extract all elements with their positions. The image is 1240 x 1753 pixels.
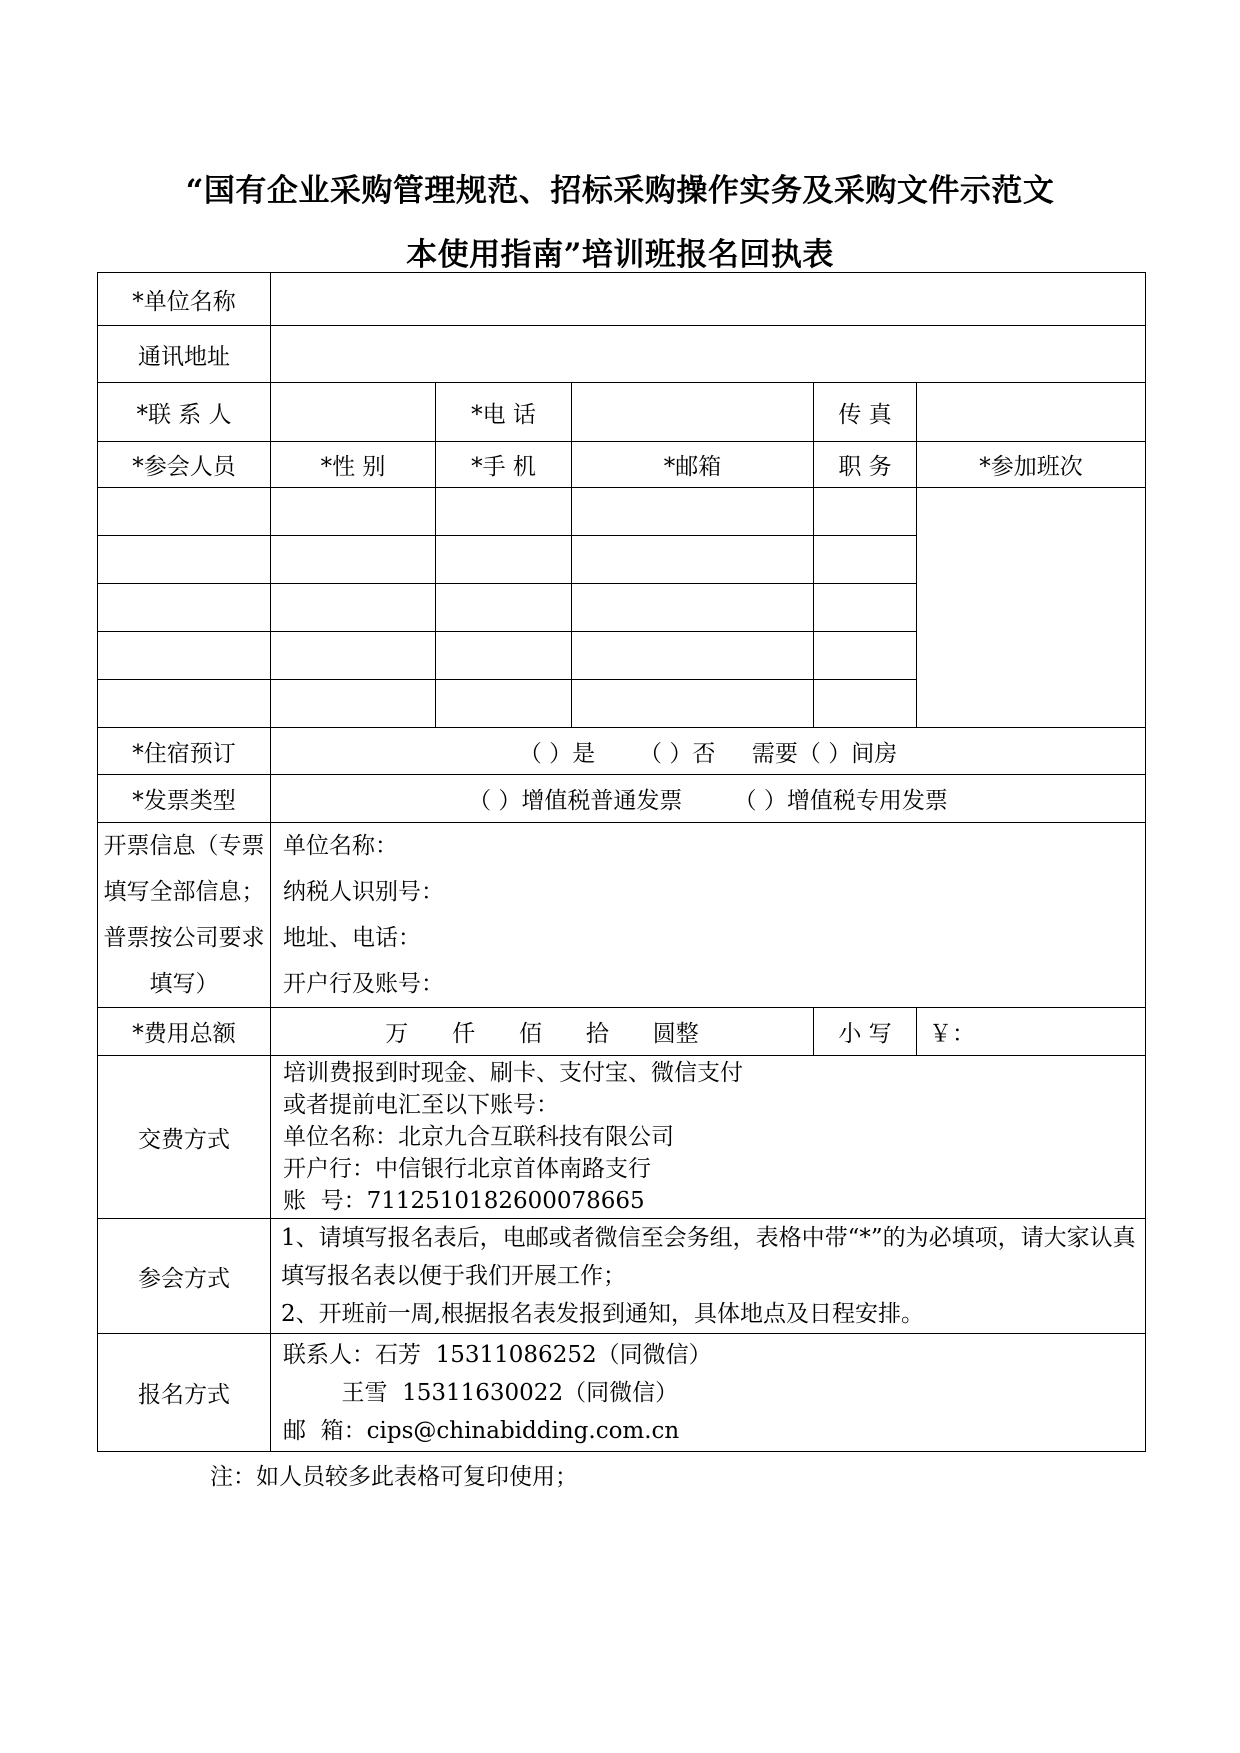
- payment-line: 培训费报到时现金、刷卡、支付宝、微信支付: [283, 1060, 743, 1086]
- attend-method-line: 1、请填写报名表后，电邮或者微信至会务组，表格中带“*”的为必填项，请大家认真填写报名表以便于我们开展工作；: [281, 1225, 1136, 1289]
- attendee-header-gender: *性 别: [271, 442, 436, 488]
- register-method-details: [271, 1334, 1146, 1452]
- attendee-cell[interactable]: [271, 680, 436, 728]
- address-field[interactable]: [271, 326, 1146, 383]
- attendee-cell[interactable]: [814, 584, 917, 632]
- invoice-info-field[interactable]: [271, 823, 1146, 1008]
- lodging-label: *住宿预订: [98, 728, 271, 775]
- attendee-header-name: *参会人员: [98, 442, 271, 488]
- attendee-header-session: *参加班次: [917, 442, 1146, 488]
- payment-line: 开户行：中信银行北京首体南路支行: [283, 1156, 651, 1182]
- attendee-cell[interactable]: [436, 536, 572, 584]
- attendee-header-mobile: *手 机: [436, 442, 572, 488]
- attend-method-details: [271, 1219, 1146, 1334]
- attendee-cell[interactable]: [436, 680, 572, 728]
- attend-method-line: 2、开班前一周,根据报名表发报到通知，具体地点及日程安排。: [281, 1301, 924, 1327]
- fee-label: *费用总额: [98, 1008, 271, 1056]
- attendee-cell[interactable]: [814, 536, 917, 584]
- phone-field[interactable]: [572, 383, 814, 442]
- invoice-type-label: *发票类型: [98, 775, 271, 823]
- attendee-cell[interactable]: [572, 536, 814, 584]
- payment-label: 交费方式: [98, 1056, 271, 1219]
- invoice-bank-account-line: 开户行及账号：: [283, 971, 444, 997]
- attendee-cell[interactable]: [814, 680, 917, 728]
- attendee-cell[interactable]: [271, 584, 436, 632]
- attendee-cell[interactable]: [98, 536, 271, 584]
- attendee-cell[interactable]: [572, 584, 814, 632]
- payment-line: 或者提前电汇至以下账号：: [283, 1092, 559, 1118]
- attendee-cell[interactable]: [98, 584, 271, 632]
- invoice-type-options[interactable]: （ ）增值税普通发票 （ ）增值税专用发票: [271, 775, 1146, 823]
- invoice-unit-name-line: 单位名称：: [283, 833, 398, 859]
- attendee-cell[interactable]: [572, 488, 814, 536]
- fax-field[interactable]: [917, 383, 1146, 442]
- attendee-cell[interactable]: [572, 632, 814, 680]
- attend-method-label: 参会方式: [98, 1219, 271, 1334]
- register-email-line: 邮 箱：cips@chinabidding.com.cn: [283, 1417, 680, 1444]
- address-label: 通讯地址: [98, 326, 271, 383]
- attendee-cell[interactable]: [436, 584, 572, 632]
- contact-field[interactable]: [271, 383, 436, 442]
- attendee-cell[interactable]: [436, 632, 572, 680]
- unit-name-field[interactable]: [271, 273, 1146, 326]
- session-field[interactable]: [917, 488, 1146, 728]
- fee-small-label: 小 写: [814, 1008, 917, 1056]
- phone-label: *电 话: [436, 383, 572, 442]
- registration-form-table: [97, 272, 1146, 1452]
- register-method-label: 报名方式: [98, 1334, 271, 1452]
- payment-details: [271, 1056, 1146, 1219]
- register-contact-line: 联系人：石芳 15311086252（同微信）: [283, 1341, 712, 1368]
- attendee-cell[interactable]: [814, 632, 917, 680]
- attendee-header-position: 职 务: [814, 442, 917, 488]
- attendee-cell[interactable]: [271, 536, 436, 584]
- register-contact-line: 王雪 15311630022（同微信）: [283, 1379, 679, 1406]
- form-title-line-1: “国有企业采购管理规范、招标采购操作实务及采购文件示范文: [185, 173, 1055, 209]
- contact-label: *联 系 人: [98, 383, 271, 442]
- attendee-cell[interactable]: [814, 488, 917, 536]
- attendee-cell[interactable]: [98, 488, 271, 536]
- fax-label: 传 真: [814, 383, 917, 442]
- attendee-cell[interactable]: [271, 488, 436, 536]
- invoice-tax-id-line: 纳税人识别号：: [283, 879, 444, 905]
- payment-line: 单位名称：北京九合互联科技有限公司: [283, 1124, 674, 1150]
- invoice-address-phone-line: 地址、电话：: [283, 925, 421, 951]
- attendee-header-email: *邮箱: [572, 442, 814, 488]
- payment-line: 账 号：7112510182600078665: [283, 1188, 645, 1214]
- attendee-cell[interactable]: [98, 632, 271, 680]
- unit-name-label: *单位名称: [98, 273, 271, 326]
- attendee-cell[interactable]: [98, 680, 271, 728]
- form-title-line-2: 本使用指南”培训班报名回执表: [406, 237, 834, 273]
- lodging-options[interactable]: （ ）是 （ ）否 需要（ ）间房: [271, 728, 1146, 775]
- attendee-cell[interactable]: [436, 488, 572, 536]
- fee-small-field[interactable]: ￥：: [917, 1008, 1146, 1056]
- footnote: 注：如人员较多此表格可复印使用；: [210, 1464, 578, 1490]
- fee-units[interactable]: 万 仟 佰 拾 圆整: [271, 1008, 814, 1056]
- attendee-cell[interactable]: [572, 680, 814, 728]
- attendee-cell[interactable]: [271, 632, 436, 680]
- invoice-info-label: 开票信息（专票填写全部信息；普票按公司要求填写）: [98, 823, 271, 1008]
